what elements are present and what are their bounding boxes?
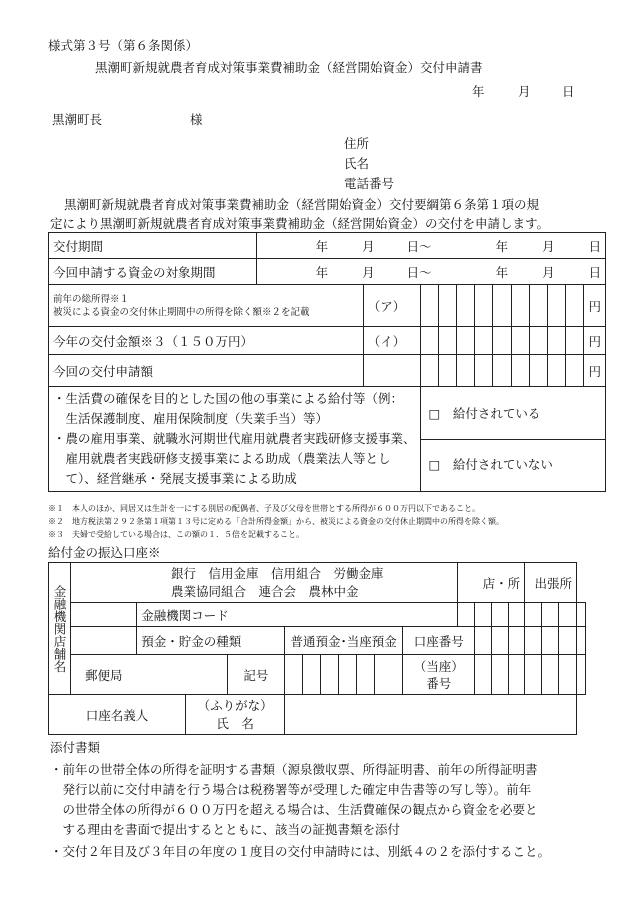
- request-digit[interactable]: [438, 355, 456, 387]
- symbol-digit[interactable]: [321, 655, 339, 695]
- intro-line2: 定により黒潮町新規就農者育成対策事業費補助金（経営開始資金）の交付を申請します。: [50, 216, 550, 231]
- symbol-label: 記号: [227, 655, 285, 695]
- income-digit[interactable]: [511, 285, 529, 327]
- branch-label[interactable]: 店・所: [458, 563, 525, 603]
- income-digit[interactable]: [438, 285, 456, 327]
- amount-digit[interactable]: [438, 327, 456, 355]
- symbol-digit[interactable]: [303, 655, 321, 695]
- bank-types[interactable]: 銀行 信用金庫 信用組合 労働金庫 農業協同組合 連合会 農林中金: [71, 563, 458, 603]
- post-number-digit[interactable]: [475, 655, 492, 695]
- account-digit[interactable]: [525, 627, 542, 655]
- period-value[interactable]: 年 月 日～ 年 月 日: [256, 233, 606, 259]
- toza-label: （当座）: [413, 658, 464, 674]
- income-digit[interactable]: [548, 285, 566, 327]
- row-period: [49, 233, 606, 259]
- amount-digit[interactable]: [456, 327, 474, 355]
- yen-label: 円: [584, 327, 606, 355]
- account-holder-input[interactable]: [285, 695, 577, 735]
- amount-label: 今年の交付金額※３（１５０万円）: [49, 327, 364, 355]
- attachment-line: の世帯全体の所得が６００万円を超える場合は、生活費確保の観点から資金を必要と: [50, 802, 538, 817]
- row-request: [49, 355, 606, 387]
- bank-vertical-label: 金融機関店舗名: [49, 563, 71, 695]
- request-digit[interactable]: [529, 355, 547, 387]
- row-target-period: [49, 259, 606, 285]
- symbol-digit[interactable]: [339, 655, 357, 695]
- attachment-line: 発行以前に交付申請を行う場合は税務署等が受理した確定申告書等の写し等）。前年: [50, 782, 532, 797]
- income-label: 前年の総所得※１ 被災による資金の交付休止期間中の所得を除く額※２を記載: [49, 285, 364, 327]
- amount-digit[interactable]: [566, 327, 584, 355]
- income-digit[interactable]: [493, 285, 511, 327]
- symbol-digit[interactable]: [357, 655, 375, 695]
- bank-table: [48, 562, 586, 735]
- applicant-address[interactable]: 住所: [344, 136, 370, 151]
- addressee-honorific: 様: [190, 112, 203, 127]
- amount-digit[interactable]: [548, 327, 566, 355]
- period-label: 交付期間: [49, 233, 257, 259]
- deposit-kinds[interactable]: 普通預金･当座預金: [285, 627, 403, 655]
- request-digit[interactable]: [420, 355, 438, 387]
- furigana-label: （ふりがな）: [197, 697, 273, 713]
- bango-label: 番号: [426, 675, 452, 691]
- request-digit[interactable]: [511, 355, 529, 387]
- applicant-phone[interactable]: 電話番号: [344, 176, 395, 191]
- symbol-digit[interactable]: [375, 655, 403, 695]
- amount-digit[interactable]: [529, 327, 547, 355]
- amount-digit[interactable]: [493, 327, 511, 355]
- applicant-name[interactable]: 氏名: [344, 156, 370, 171]
- note-3: ※３ 夫婦で受給している場合は、この額の１．５倍を記載すること。: [48, 530, 304, 539]
- bank-code-digit[interactable]: [491, 603, 508, 627]
- row-income: [49, 285, 606, 327]
- account-digit[interactable]: [542, 627, 559, 655]
- account-digit[interactable]: [475, 627, 492, 655]
- request-digit[interactable]: [493, 355, 511, 387]
- bank-code-digit[interactable]: [577, 603, 586, 627]
- bank-code-digit[interactable]: [558, 603, 576, 627]
- post-number-digit[interactable]: [508, 655, 525, 695]
- post-number-digit[interactable]: [558, 655, 576, 695]
- target-period-value[interactable]: 年 月 日～ 年 月 日: [256, 259, 606, 285]
- benefit-description: ・生活費の確保を目的とした国の他の事業による給付等（例： 生活保護制度、雇用保険制度（失業手当）等） ・農の雇用事業、就職氷河期世代雇用就農者実践研修支援事業、 雇用就農者実践研修支援事業による助成（農業法人等とし て）、経営継承・発展支援事業による助成: [49, 387, 421, 492]
- post-number-digit[interactable]: [577, 655, 586, 695]
- income-digit[interactable]: [475, 285, 493, 327]
- account-digit[interactable]: [508, 627, 525, 655]
- attachment-line: ・交付２年目及び３年目の年度の１度目の交付申請時には、別紙４の２を添付すること。: [50, 844, 551, 859]
- account-number-label: 口座番号: [403, 627, 475, 655]
- intro-line1: 黒潮町新規就農者育成対策事業費補助金（経営開始資金）交付要綱第６条第１項の規: [64, 197, 540, 212]
- amount-mark: （イ）: [363, 327, 420, 355]
- attachment-line: する理由を書面で提出するとともに、該当の証拠書類を添付: [50, 822, 401, 837]
- date-month: 月: [518, 84, 531, 99]
- application-table: [48, 232, 606, 492]
- attachment-line: ・前年の世帯全体の所得を証明する書類（源泉徴収票、所得証明書、前年の所得証明書: [50, 762, 538, 777]
- account-holder-label: 口座名義人: [49, 695, 186, 735]
- request-label: 今回の交付申請額: [49, 355, 364, 387]
- yen-label: 円: [584, 285, 606, 327]
- date-year: 年: [472, 84, 485, 99]
- bank-code-digit[interactable]: [508, 603, 525, 627]
- account-digit[interactable]: [558, 627, 576, 655]
- form-number: 様式第３号（第６条関係）: [48, 38, 199, 53]
- request-digit[interactable]: [548, 355, 566, 387]
- income-digit[interactable]: [566, 285, 584, 327]
- bank-code-label: 金融機関コード: [137, 603, 458, 627]
- date-day: 日: [562, 84, 575, 99]
- request-digit[interactable]: [456, 355, 474, 387]
- amount-digit[interactable]: [475, 327, 493, 355]
- bank-code-digit[interactable]: [475, 603, 492, 627]
- account-digit[interactable]: [491, 627, 508, 655]
- request-digit[interactable]: [566, 355, 584, 387]
- deposit-type-label: 預金・貯金の種類: [137, 627, 285, 655]
- note-2: ※２ 地方税法第２９２条第１項第１３号に定める「合計所得金額」から、被災による資金の交付休止期間中の所得を除く額。: [48, 517, 504, 526]
- note-1: ※１ 本人のほか、同居又は生計を一にする別居の配偶者、子及び父母を世帯とする所得が６００万円以下であること。: [48, 504, 480, 513]
- bank-code-digit[interactable]: [525, 603, 542, 627]
- account-digit[interactable]: [577, 627, 586, 655]
- post-number-digit[interactable]: [491, 655, 508, 695]
- target-period-label: 今回申請する資金の対象期間: [49, 259, 257, 285]
- income-digit[interactable]: [456, 285, 474, 327]
- benefit-yes-checkbox[interactable]: □ 給付されている: [421, 389, 606, 440]
- post-number-digit[interactable]: [525, 655, 542, 695]
- addressee-name: 黒潮町長: [52, 112, 103, 127]
- row-amount: [49, 327, 606, 355]
- sub-branch-label[interactable]: 出張所: [525, 563, 577, 603]
- attachments-heading: 添付書類: [50, 740, 101, 755]
- post-number-digit[interactable]: [542, 655, 559, 695]
- amount-digit[interactable]: [420, 327, 438, 355]
- amount-digit[interactable]: [511, 327, 529, 355]
- row-benefit: [49, 387, 606, 492]
- holder-name-label: 氏 名: [216, 715, 254, 731]
- bank-heading: 給付金の振込口座※: [48, 545, 161, 560]
- income-mark: （ア）: [363, 285, 420, 327]
- income-digit[interactable]: [420, 285, 438, 327]
- benefit-no-checkbox[interactable]: □ 給付されていない: [428, 456, 553, 472]
- yen-label: 円: [584, 355, 606, 387]
- post-office-label: 郵便局: [71, 655, 228, 695]
- request-digit[interactable]: [475, 355, 493, 387]
- bank-code-digit[interactable]: [542, 603, 559, 627]
- income-digit[interactable]: [529, 285, 547, 327]
- form-title: 黒潮町新規就農者育成対策事業費補助金（経営開始資金）交付申請書: [95, 60, 483, 75]
